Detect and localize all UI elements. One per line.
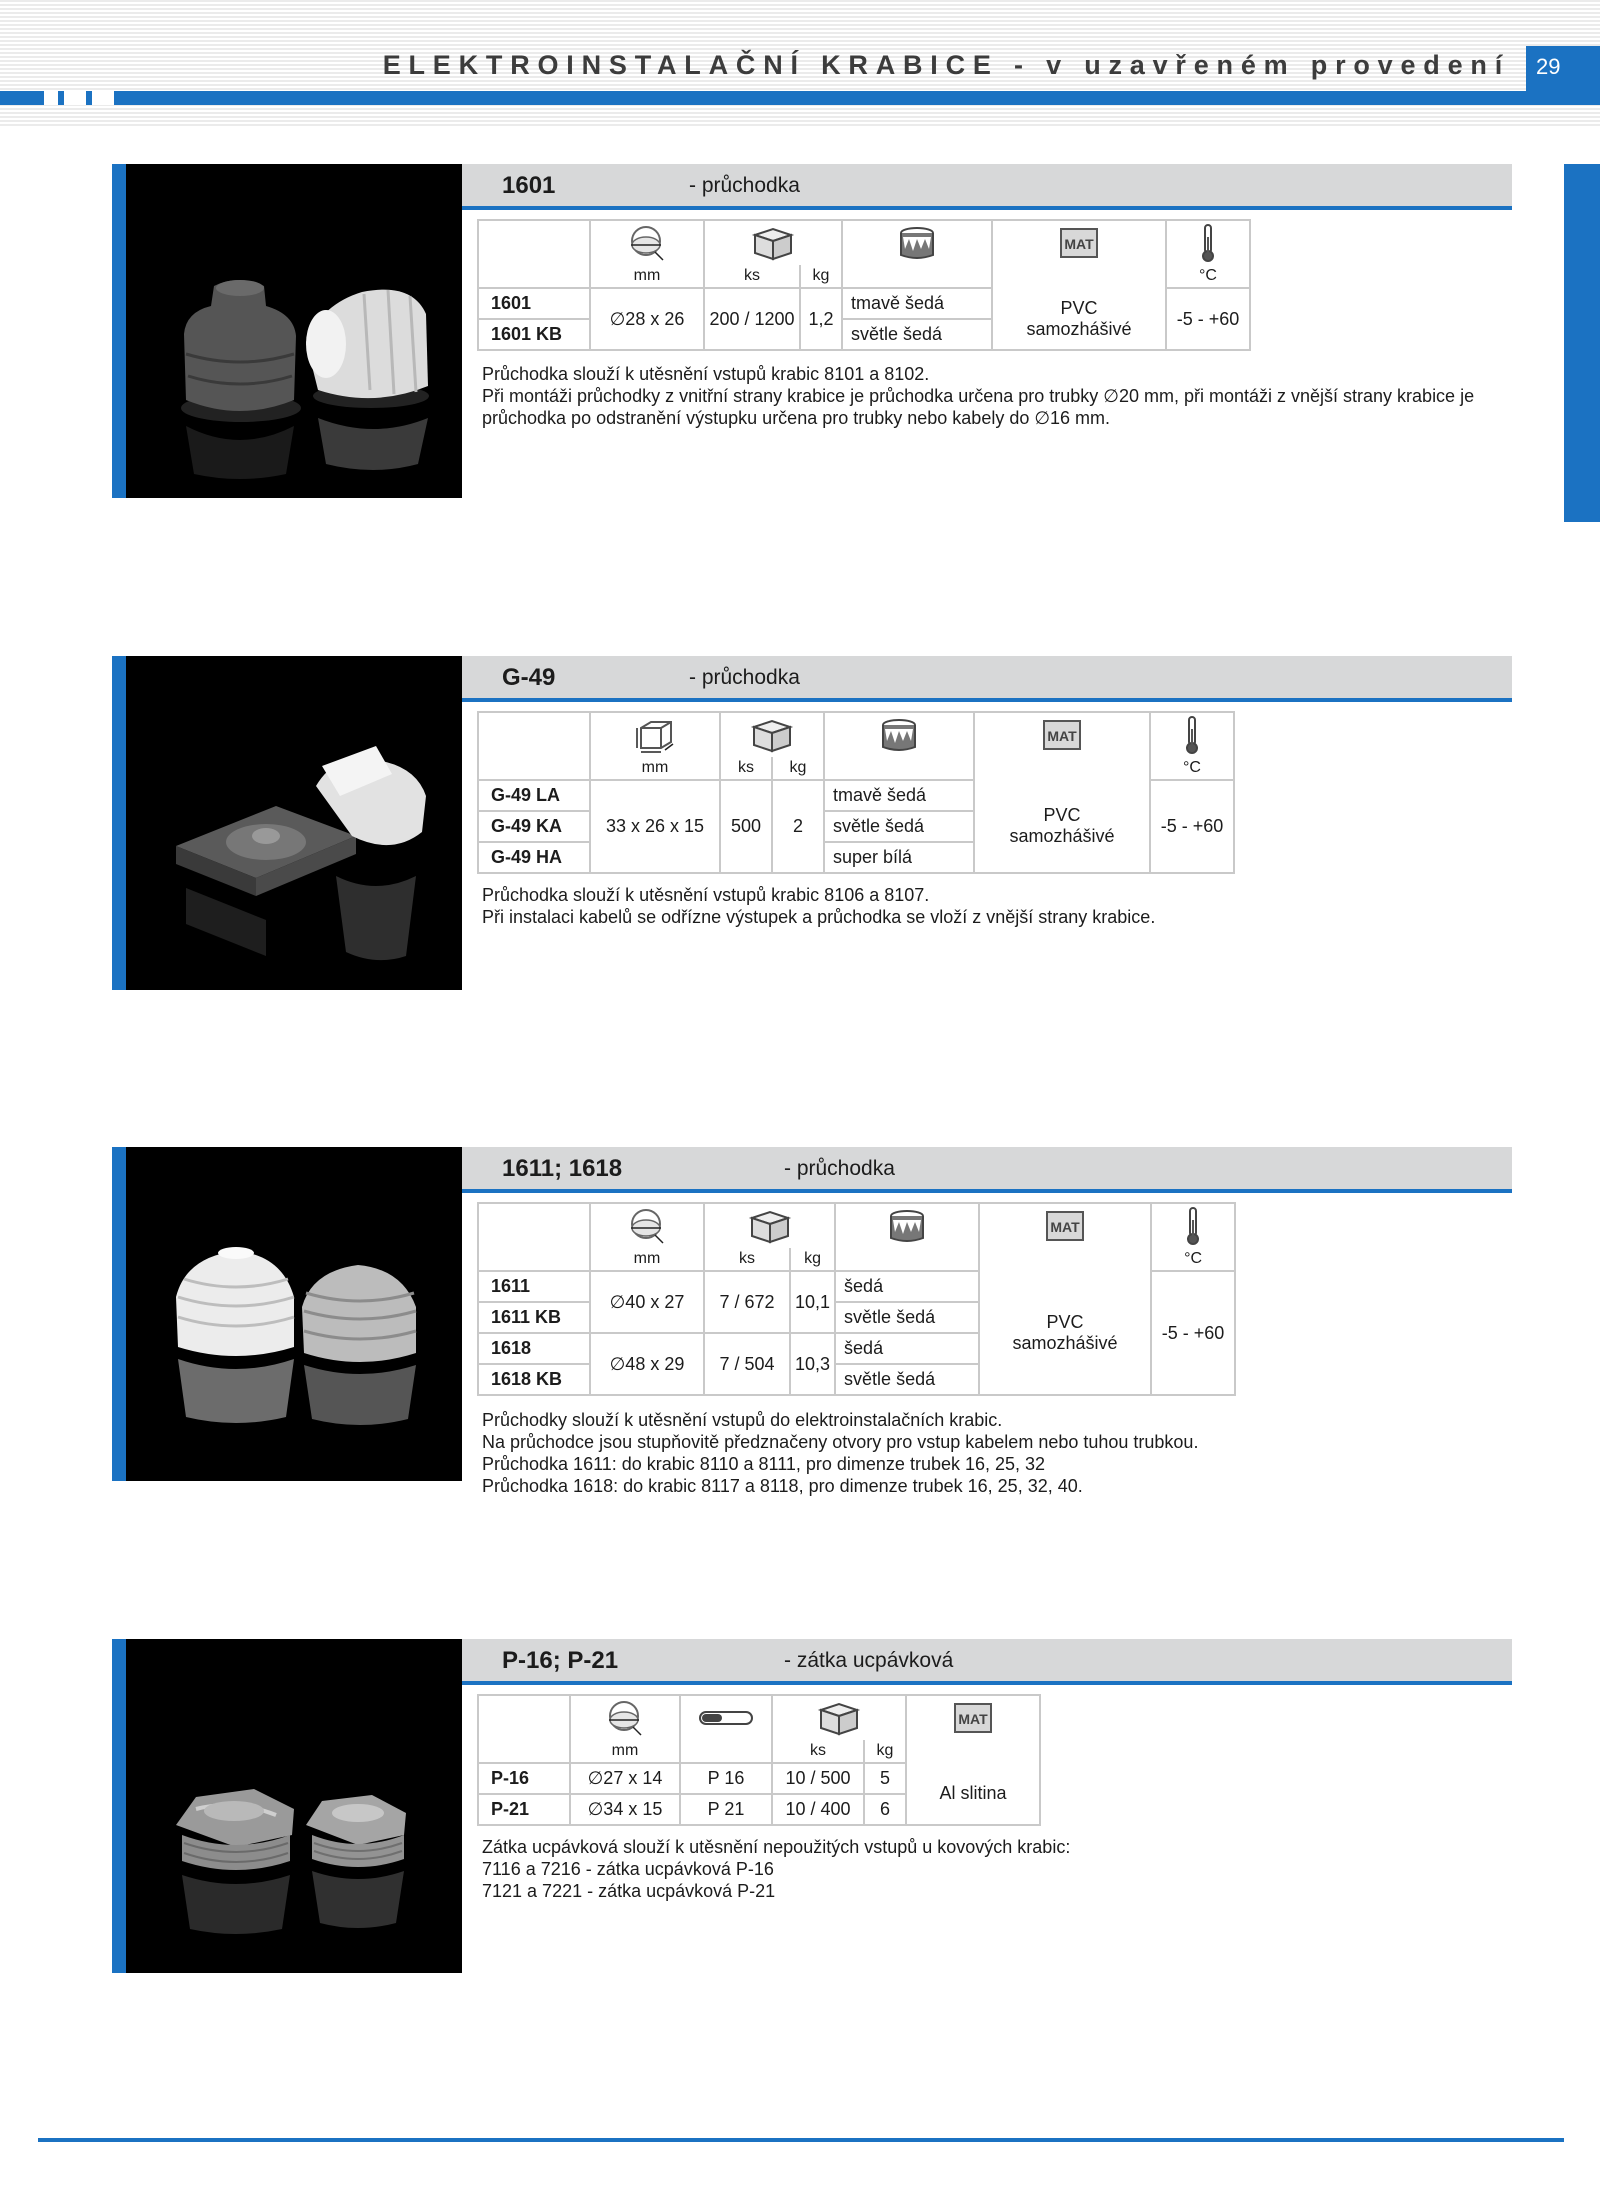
product-id: 1618 — [478, 1333, 590, 1364]
diameter-icon — [570, 1695, 680, 1740]
material-icon — [974, 712, 1150, 757]
note-line: průchodka po odstranění výstupku určena pro trubky nebo kabely do ∅16 mm. — [482, 408, 1111, 428]
unit-mm: mm — [590, 1248, 704, 1271]
color-icon — [824, 712, 974, 757]
unit-celsius: °C — [1150, 757, 1234, 780]
note-line: Při instalaci kabelů se odřízne výstupek a průchodka se vloží z vnější strany krabice. — [482, 907, 1156, 927]
page-number: 29 — [1526, 46, 1600, 92]
product-code: P-16; P-21 — [502, 1647, 619, 1674]
dimension-value: ∅28 x 26 — [590, 288, 704, 350]
product-notes-g49 — [482, 884, 1155, 928]
product-code: 1601 — [502, 172, 556, 199]
product-id: 1611 — [478, 1271, 590, 1302]
weight-value: 10,3 — [790, 1333, 835, 1395]
unit-ks: ks — [720, 757, 772, 780]
color-value: tmavě šedá — [842, 288, 992, 319]
header-bar — [0, 91, 1600, 105]
material-value: Al slitina — [906, 1763, 1040, 1825]
note-line: Průchodka slouží k utěsnění vstupů krabic 8101 a 8102. — [482, 364, 930, 384]
thread-value: P 16 — [680, 1763, 772, 1794]
weight-value: 5 — [864, 1763, 906, 1794]
product-id: 1601 — [478, 288, 590, 319]
product-photo-1611-1618 — [112, 1147, 462, 1481]
header-squares — [44, 91, 114, 105]
product-description: - průchodka — [689, 174, 800, 197]
product-title-bar — [462, 1639, 1512, 1685]
temperature-value: -5 - +60 — [1166, 288, 1250, 350]
material-value: PVC samozhášivé — [979, 1271, 1151, 1395]
dimensions-box-icon — [590, 712, 720, 757]
product-title-bar — [462, 656, 1512, 702]
pack-value: 500 — [720, 780, 772, 873]
product-description: - průchodka — [784, 1157, 895, 1180]
spec-table-p16-p21 — [477, 1694, 1041, 1826]
color-value: šedá — [835, 1333, 979, 1364]
unit-mm: mm — [570, 1740, 680, 1763]
unit-kg: kg — [800, 265, 842, 288]
product-photo-1601 — [112, 164, 462, 498]
color-value: super bílá — [824, 842, 974, 873]
dimension-value: 33 x 26 x 15 — [590, 780, 720, 873]
unit-ks: ks — [704, 265, 800, 288]
product-description: - zátka ucpávková — [784, 1649, 954, 1672]
product-id: 1618 KB — [478, 1364, 590, 1395]
color-value: světle šedá — [824, 811, 974, 842]
unit-celsius: °C — [1166, 265, 1250, 288]
thread-value: P 21 — [680, 1794, 772, 1825]
unit-kg: kg — [790, 1248, 835, 1271]
product-description: - průchodka — [689, 666, 800, 689]
pack-value: 200 / 1200 — [704, 288, 800, 350]
product-notes-p16-p21 — [482, 1836, 1070, 1902]
color-value: světle šedá — [835, 1302, 979, 1333]
page-header — [0, 0, 1600, 128]
thread-icon — [680, 1695, 772, 1740]
material-icon-text: MAT — [958, 1711, 988, 1727]
package-icon — [704, 1203, 835, 1248]
product-id: G-49 HA — [478, 842, 590, 873]
note-line: Průchodka slouží k utěsnění vstupů krabic 8106 a 8107. — [482, 885, 930, 905]
product-code: G-49 — [502, 664, 556, 691]
pack-value: 10 / 400 — [772, 1794, 864, 1825]
unit-mm: mm — [590, 757, 720, 780]
color-value: tmavě šedá — [824, 780, 974, 811]
footer-line — [38, 2138, 1564, 2142]
color-icon — [842, 220, 992, 265]
note-line: Průchodky slouží k utěsnění vstupů do elektroinstalačních krabic. — [482, 1410, 1003, 1430]
product-id: 1601 KB — [478, 319, 590, 350]
material-icon-text: MAT — [1050, 1219, 1080, 1235]
diameter-icon — [590, 220, 704, 265]
note-line: Zátka ucpávková slouží k utěsnění nepoužitých vstupů u kovových krabic: — [482, 1837, 1071, 1857]
unit-ks: ks — [772, 1740, 864, 1763]
package-icon — [704, 220, 842, 265]
note-line: Při montáži průchodky z vnitřní strany krabice je průchodka určena pro trubky ∅20 mm, při montáži z vnější strany krabice je — [482, 386, 1475, 406]
weight-value: 6 — [864, 1794, 906, 1825]
material-icon-text: MAT — [1064, 236, 1094, 252]
unit-celsius: °C — [1151, 1248, 1235, 1271]
temperature-icon — [1150, 712, 1234, 757]
pack-value: 10 / 500 — [772, 1763, 864, 1794]
unit-kg: kg — [772, 757, 824, 780]
product-id: P-16 — [478, 1763, 570, 1794]
product-id: G-49 KA — [478, 811, 590, 842]
side-tab — [1564, 164, 1600, 522]
color-value: světle šedá — [835, 1364, 979, 1395]
unit-ks: ks — [704, 1248, 790, 1271]
weight-value: 2 — [772, 780, 824, 873]
pack-value: 7 / 504 — [704, 1333, 790, 1395]
product-notes-1611-1618 — [482, 1409, 1198, 1497]
product-photo-p16-p21 — [112, 1639, 462, 1973]
note-line: Průchodka 1611: do krabic 8110 a 8111, pro dimenze trubek 16, 25, 32 — [482, 1454, 1046, 1474]
product-id: P-21 — [478, 1794, 570, 1825]
product-id: 1611 KB — [478, 1302, 590, 1333]
pack-value: 7 / 672 — [704, 1271, 790, 1333]
color-value: světle šedá — [842, 319, 992, 350]
weight-value: 10,1 — [790, 1271, 835, 1333]
note-line: 7121 a 7221 - zátka ucpávková P-21 — [482, 1881, 776, 1901]
temperature-icon — [1151, 1203, 1235, 1248]
unit-kg: kg — [864, 1740, 906, 1763]
product-title-bar — [462, 1147, 1512, 1193]
page-title: ELEKTROINSTALAČNÍ KRABICE - v uzavřeném provedení — [382, 50, 1510, 80]
dimension-value: ∅40 x 27 — [590, 1271, 704, 1333]
dimension-value: ∅27 x 14 — [570, 1763, 680, 1794]
dimension-value: ∅48 x 29 — [590, 1333, 704, 1395]
product-title-bar — [462, 164, 1512, 210]
temperature-icon — [1166, 220, 1250, 265]
spec-table-1601 — [477, 219, 1251, 351]
product-id: G-49 LA — [478, 780, 590, 811]
weight-value: 1,2 — [800, 288, 842, 350]
spec-table-g49 — [477, 711, 1235, 874]
material-icon — [992, 220, 1166, 265]
product-photo-g49 — [112, 656, 462, 990]
material-icon — [979, 1203, 1151, 1248]
note-line: Průchodka 1618: do krabic 8117 a 8118, pro dimenze trubek 16, 25, 32, 40. — [482, 1476, 1083, 1496]
material-value: PVC samozhášivé — [992, 288, 1166, 350]
product-notes-1601 — [482, 363, 1474, 429]
color-icon — [835, 1203, 979, 1248]
diameter-icon — [590, 1203, 704, 1248]
material-icon-text: MAT — [1047, 728, 1077, 744]
temperature-value: -5 - +60 — [1150, 780, 1234, 873]
color-value: šedá — [835, 1271, 979, 1302]
note-line: 7116 a 7216 - zátka ucpávková P-16 — [482, 1859, 774, 1879]
temperature-value: -5 - +60 — [1151, 1271, 1235, 1395]
material-value: PVC samozhášivé — [974, 780, 1150, 873]
unit-mm: mm — [590, 265, 704, 288]
material-icon — [906, 1695, 1040, 1740]
spec-table-1611-1618 — [477, 1202, 1236, 1396]
product-code: 1611; 1618 — [502, 1155, 623, 1182]
dimension-value: ∅34 x 15 — [570, 1794, 680, 1825]
package-icon — [772, 1695, 906, 1740]
package-icon — [720, 712, 824, 757]
note-line: Na průchodce jsou stupňovitě předznačeny otvory pro vstup kabelem nebo tuhou trubkou. — [482, 1432, 1199, 1452]
